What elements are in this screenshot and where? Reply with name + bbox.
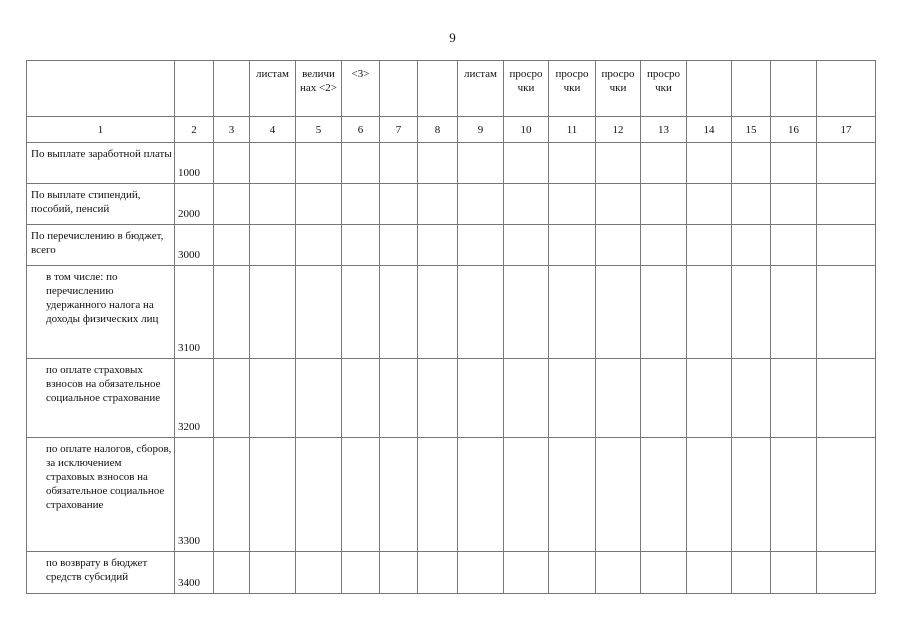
table-row: [27, 143, 876, 184]
empty-cell: [687, 552, 732, 594]
empty-cell: [296, 438, 342, 552]
empty-cell: [641, 359, 687, 438]
header-cell: [27, 61, 175, 117]
empty-cell: [549, 266, 596, 359]
empty-cell: [817, 552, 876, 594]
column-number: 12: [596, 117, 641, 143]
empty-cell: [250, 225, 296, 266]
empty-cell: [418, 143, 458, 184]
empty-cell: [504, 266, 549, 359]
empty-cell: [596, 438, 641, 552]
empty-cell: [380, 225, 418, 266]
empty-cell: [342, 143, 380, 184]
empty-cell: [418, 266, 458, 359]
header-cell: [771, 61, 817, 117]
empty-cell: [596, 225, 641, 266]
report-table: [26, 60, 876, 594]
empty-cell: [732, 143, 771, 184]
empty-cell: [732, 225, 771, 266]
empty-cell: [458, 552, 504, 594]
empty-cell: [250, 552, 296, 594]
column-number: 10: [504, 117, 549, 143]
header-cell: листам: [250, 61, 296, 117]
empty-cell: [687, 438, 732, 552]
empty-cell: [504, 225, 549, 266]
empty-cell: [214, 552, 250, 594]
column-number: 4: [250, 117, 296, 143]
empty-cell: [504, 552, 549, 594]
empty-cell: [250, 184, 296, 225]
empty-cell: [214, 225, 250, 266]
empty-cell: [296, 359, 342, 438]
empty-cell: [817, 266, 876, 359]
column-number: 2: [175, 117, 214, 143]
empty-cell: [458, 359, 504, 438]
empty-cell: [817, 359, 876, 438]
empty-cell: [641, 266, 687, 359]
empty-cell: [458, 266, 504, 359]
empty-cell: [250, 266, 296, 359]
table-row: [27, 359, 876, 438]
empty-cell: [549, 225, 596, 266]
empty-cell: [641, 143, 687, 184]
empty-cell: [504, 143, 549, 184]
empty-cell: [214, 184, 250, 225]
header-cell: [380, 61, 418, 117]
empty-cell: [380, 438, 418, 552]
empty-cell: [771, 143, 817, 184]
empty-cell: [687, 359, 732, 438]
empty-cell: [549, 552, 596, 594]
empty-cell: [596, 552, 641, 594]
empty-cell: [458, 143, 504, 184]
empty-cell: [458, 184, 504, 225]
empty-cell: [342, 438, 380, 552]
empty-cell: [296, 143, 342, 184]
row-code: 2000: [175, 184, 214, 225]
table-row: [27, 266, 876, 359]
header-cell: просро чки: [641, 61, 687, 117]
header-cell: [687, 61, 732, 117]
empty-cell: [296, 266, 342, 359]
empty-cell: [732, 438, 771, 552]
column-number: 5: [296, 117, 342, 143]
empty-cell: [817, 184, 876, 225]
empty-cell: [641, 225, 687, 266]
empty-cell: [687, 184, 732, 225]
empty-cell: [418, 552, 458, 594]
column-number: 9: [458, 117, 504, 143]
empty-cell: [504, 438, 549, 552]
empty-cell: [817, 143, 876, 184]
row-label: по оплате налогов, сборов, за исключением страховых взносов на обязательное социальное страхование: [27, 438, 175, 552]
empty-cell: [504, 359, 549, 438]
header-cell: [175, 61, 214, 117]
empty-cell: [596, 266, 641, 359]
empty-cell: [342, 359, 380, 438]
column-number: 3: [214, 117, 250, 143]
empty-cell: [771, 359, 817, 438]
header-cell: <3>: [342, 61, 380, 117]
empty-cell: [214, 143, 250, 184]
column-number: 16: [771, 117, 817, 143]
column-number: 11: [549, 117, 596, 143]
page-number: 9: [449, 30, 456, 45]
row-label: по оплате страховых взносов на обязательное социальное страхование: [27, 359, 175, 438]
empty-cell: [296, 184, 342, 225]
empty-cell: [771, 184, 817, 225]
empty-cell: [250, 359, 296, 438]
row-code: 3100: [175, 266, 214, 359]
column-number: 1: [27, 117, 175, 143]
empty-cell: [214, 266, 250, 359]
empty-cell: [732, 552, 771, 594]
column-number: 15: [732, 117, 771, 143]
row-label: По перечислению в бюджет, всего: [27, 225, 175, 266]
empty-cell: [817, 438, 876, 552]
empty-cell: [504, 184, 549, 225]
column-number: 8: [418, 117, 458, 143]
row-code: 3400: [175, 552, 214, 594]
empty-cell: [687, 266, 732, 359]
empty-cell: [342, 225, 380, 266]
empty-cell: [549, 184, 596, 225]
empty-cell: [418, 225, 458, 266]
row-label: По выплате стипендий, пособий, пенсий: [27, 184, 175, 225]
empty-cell: [380, 143, 418, 184]
empty-cell: [549, 359, 596, 438]
empty-cell: [596, 143, 641, 184]
empty-cell: [214, 438, 250, 552]
header-cell: [418, 61, 458, 117]
empty-cell: [342, 552, 380, 594]
empty-cell: [380, 552, 418, 594]
header-cell: [732, 61, 771, 117]
row-label: в том числе: по перечислению удержанного налога на доходы физических лиц: [27, 266, 175, 359]
empty-cell: [380, 359, 418, 438]
table-row: [27, 184, 876, 225]
header-cell: просро чки: [549, 61, 596, 117]
header-cell: листам: [458, 61, 504, 117]
row-code: 1000: [175, 143, 214, 184]
empty-cell: [250, 143, 296, 184]
column-number-row: [27, 117, 876, 143]
empty-cell: [596, 359, 641, 438]
empty-cell: [214, 359, 250, 438]
empty-cell: [641, 184, 687, 225]
empty-cell: [418, 359, 458, 438]
header-cell: величи нах <2>: [296, 61, 342, 117]
table-row: [27, 552, 876, 594]
empty-cell: [549, 143, 596, 184]
empty-cell: [380, 266, 418, 359]
empty-cell: [342, 184, 380, 225]
empty-cell: [296, 225, 342, 266]
empty-cell: [596, 184, 641, 225]
empty-cell: [418, 438, 458, 552]
empty-cell: [817, 225, 876, 266]
row-label: по возврату в бюджет средств субсидий: [27, 552, 175, 594]
row-code: 3000: [175, 225, 214, 266]
empty-cell: [687, 143, 732, 184]
empty-cell: [687, 225, 732, 266]
column-number: 6: [342, 117, 380, 143]
empty-cell: [771, 438, 817, 552]
header-cell: просро чки: [596, 61, 641, 117]
column-number: 7: [380, 117, 418, 143]
column-number: 17: [817, 117, 876, 143]
table-row: [27, 438, 876, 552]
empty-cell: [771, 552, 817, 594]
empty-cell: [342, 266, 380, 359]
empty-cell: [732, 359, 771, 438]
empty-cell: [771, 225, 817, 266]
header-cell: [214, 61, 250, 117]
empty-cell: [418, 184, 458, 225]
row-label: По выплате заработной платы: [27, 143, 175, 184]
empty-cell: [380, 184, 418, 225]
empty-cell: [732, 184, 771, 225]
empty-cell: [771, 266, 817, 359]
empty-cell: [250, 438, 296, 552]
table-row: [27, 225, 876, 266]
empty-cell: [458, 225, 504, 266]
column-number: 13: [641, 117, 687, 143]
empty-cell: [549, 438, 596, 552]
row-code: 3300: [175, 438, 214, 552]
empty-cell: [458, 438, 504, 552]
empty-cell: [641, 552, 687, 594]
column-number: 14: [687, 117, 732, 143]
header-cell: [817, 61, 876, 117]
header-cell: просро чки: [504, 61, 549, 117]
empty-cell: [641, 438, 687, 552]
empty-cell: [296, 552, 342, 594]
empty-cell: [732, 266, 771, 359]
row-code: 3200: [175, 359, 214, 438]
header-row: [27, 61, 876, 117]
